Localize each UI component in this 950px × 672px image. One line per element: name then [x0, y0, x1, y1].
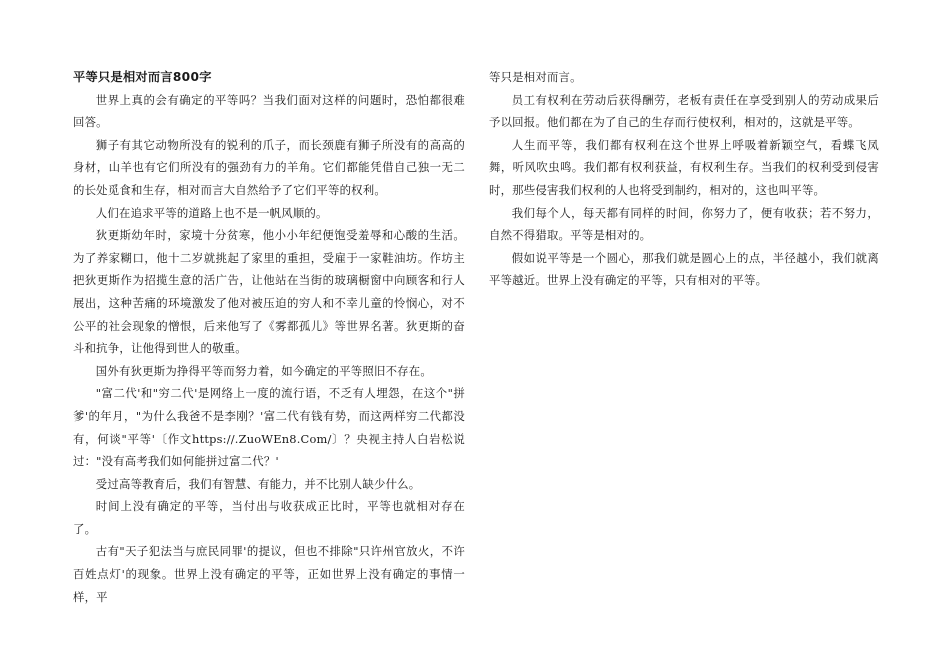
paragraph-effort: 我们每个人，每天都有同样的时间，你努力了，便有收获；若不努力，自然不得猎取。平等是相对的。: [489, 205, 879, 243]
paragraph-animals: 狮子有其它动物所没有的锐利的爪子，而长颈鹿有狮子所没有的高高的身材，山羊也有它们所没有的强劲有力的羊角。它们都能凭借自己独一无二的长处觅食和生存，相对而言大自然给予了它们平等的权利。: [73, 137, 465, 197]
paragraph-employees: 员工有权利在劳动后获得酬劳，老板有责任在享受到别人的劳动成果后予以回报。他们都在为了自己的生存而行使权利，相对的，这就是平等。: [489, 92, 879, 130]
paragraph-pursuit: 人们在追求平等的道路上也不是一帆风顺的。: [95, 205, 328, 220]
paragraph-time: 时间上没有确定的平等，当付出与收获成正比时，平等也就相对存在了。: [73, 499, 465, 536]
paragraph-continuation: 等只是相对而言。: [489, 70, 582, 84]
paragraph-emperor: 古有"天子犯法当与庶民同罪'的提议，但也不排除"只许州官放火，不许百姓点灯'的现象。世界上没有确定的平等，正如世界上没有确定的事情一样，平: [73, 544, 465, 604]
paragraph-born-equal: 人生而平等，我们都有权利在这个世界上呼吸着新颖空气，看蝶飞凤舞，听风吹虫鸣。我们都有权利获益，有权利生存。当我们的权利受到侵害时，那些侵害我们权利的人也将受到制约，相对的，这也叫平等。: [489, 137, 879, 197]
paragraph-education: 受过高等教育后，我们有智慧、有能力，并不比别人缺少什么。: [95, 476, 421, 491]
paragraph-dickens: 狄更斯幼年时，家境十分贫寒，他小小年纪便饱受羞辱和心酸的生活。为了养家糊口，他十二岁就挑起了家里的重担，受雇于一家鞋油坊。作坊主把狄更斯作为招揽生意的活广告，让他站在当街的玻璃橱窗中向顾客和行人展出，这种苦痛的环境激发了他对被压迫的穷人和不幸儿童的怜悯心，对不公平的社会现象的憎恨，后来他写了《雾都孤儿》等世界名著。狄更斯的奋斗和抗争，让他得到世人的敬重。: [73, 228, 465, 356]
right-column: [489, 66, 879, 292]
left-column: [73, 66, 465, 608]
paragraph-rich-second-generation: "富二代'和"穷二代'是网络上一度的流行语，不乏有人埋怨，在这个"拼爹'的年月，"为什么我爸不是李刚？'富二代有钱有势，而这两样穷二代都没有，何谈"平等'〔作文https://.ZuoWEn8.Com/〕？央视主持人白岩松说过："没有高考我们如何能拼过富二代？': [73, 386, 465, 469]
paragraph-circle: 假如说平等是一个圆心，那我们就是圆心上的点，半径越小，我们就离平等越近。世界上没有确定的平等，只有相对的平等。: [489, 250, 879, 288]
paragraph-abroad: 国外有狄更斯为挣得平等而努力着，如今确定的平等照旧不存在。: [95, 363, 432, 378]
paragraph-question: 世界上真的会有确定的平等吗？当我们面对这样的问题时，恐怕都很难回答。: [73, 92, 465, 130]
essay-title: 平等只是相对而言800字: [73, 70, 212, 84]
